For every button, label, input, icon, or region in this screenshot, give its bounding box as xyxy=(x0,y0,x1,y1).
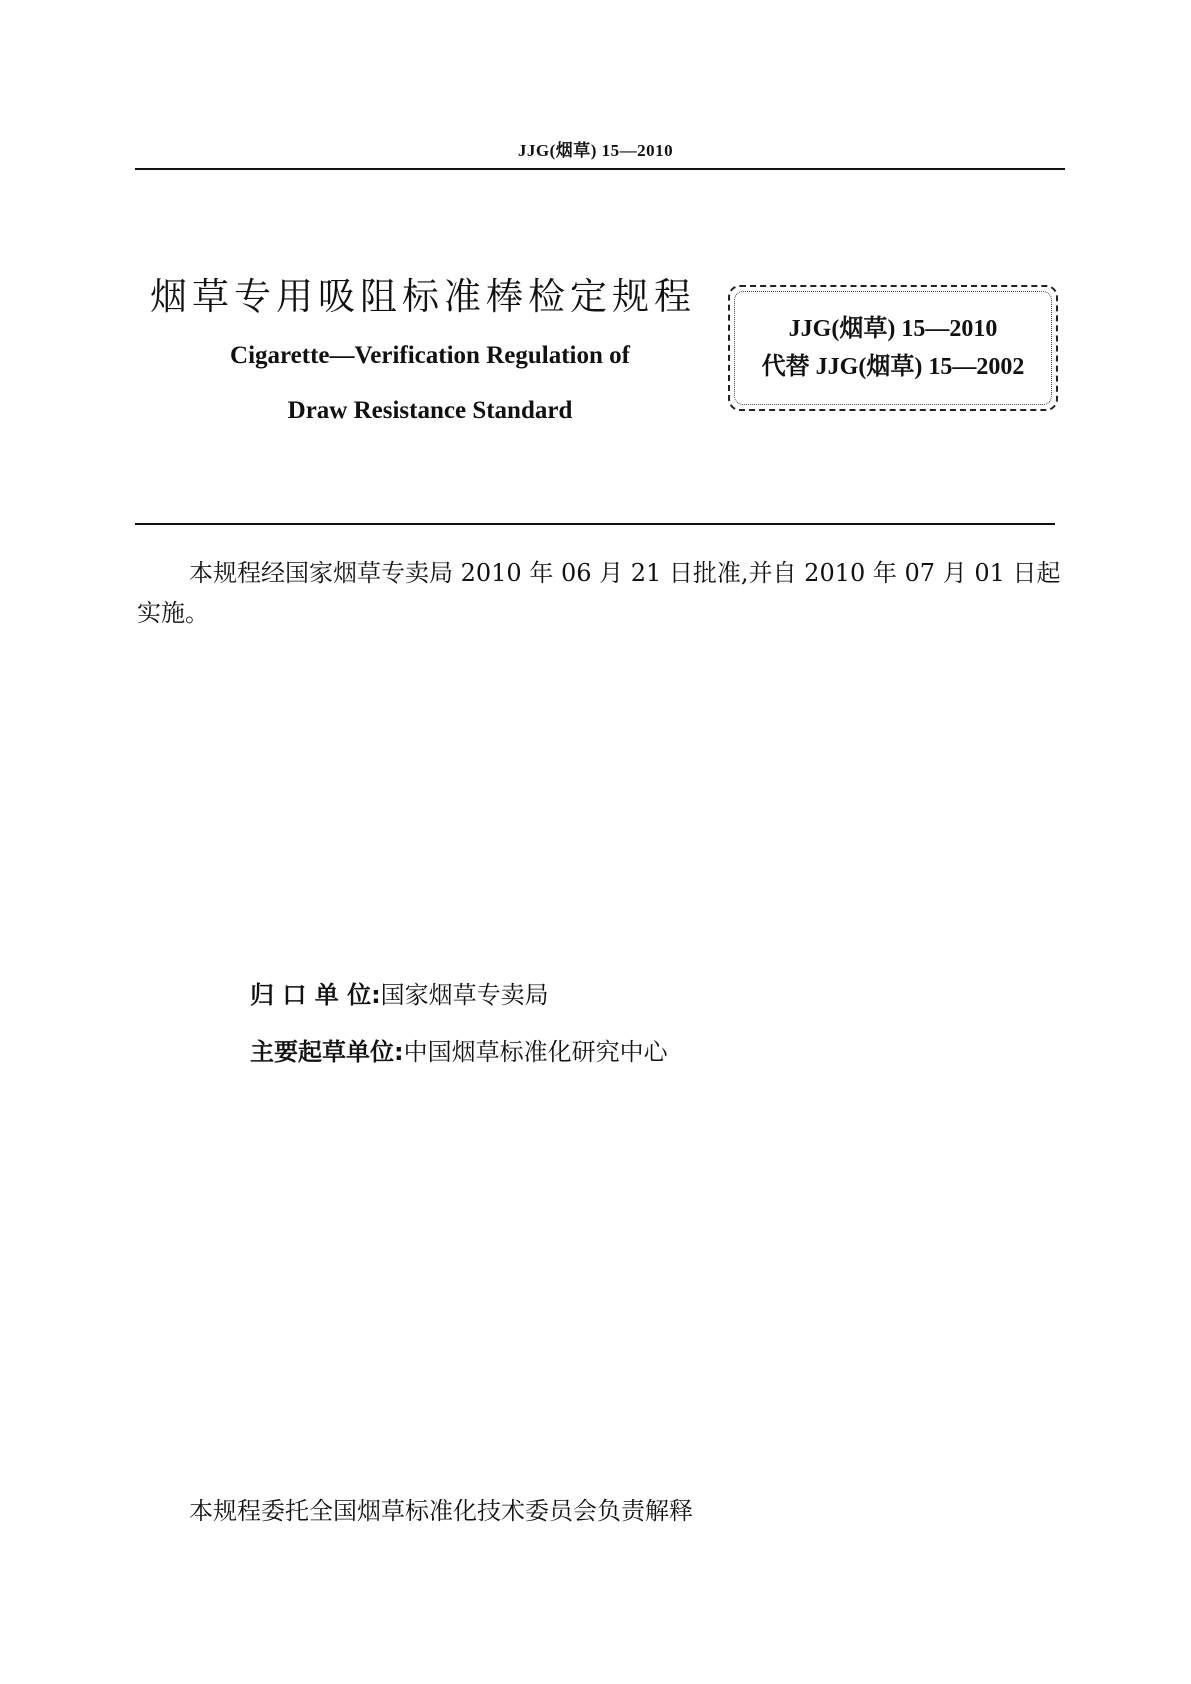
drafting-unit-value: 中国烟草标准化研究中心 xyxy=(403,1038,668,1066)
title-chinese: 烟草专用吸阻标准棒检定规程 xyxy=(150,275,696,318)
replaces-code: 代替 JJG(烟草) 15—2002 xyxy=(761,354,1025,380)
responsible-unit-value: 国家烟草专卖局 xyxy=(380,981,549,1009)
title-rule xyxy=(135,523,1055,525)
header-standard-code: JJG(烟草) 15—2010 xyxy=(517,141,674,160)
header-rule xyxy=(135,168,1065,170)
drafting-unit-label: 主要起草单位: xyxy=(250,1038,404,1066)
title-english-line-1: Cigarette—Verification Regulation of xyxy=(230,342,630,369)
drafting-unit-line xyxy=(250,1032,668,1067)
responsible-unit-line xyxy=(250,975,549,1010)
title-english-line-2: Draw Resistance Standard xyxy=(287,397,573,424)
standard-code: JJG(烟草) 15—2010 xyxy=(788,316,998,342)
approval-paragraph: 本规程经国家烟草专卖局 2010 年 06 月 21 日批准,并自 2010 年 07 月 01 日起实施。 xyxy=(137,559,1061,627)
responsible-unit-label: 归 口 单 位: xyxy=(250,981,381,1009)
interpretation-note: 本规程委托全国烟草标准化技术委员会负责解释 xyxy=(189,1497,693,1525)
standard-code-box xyxy=(728,285,1058,411)
